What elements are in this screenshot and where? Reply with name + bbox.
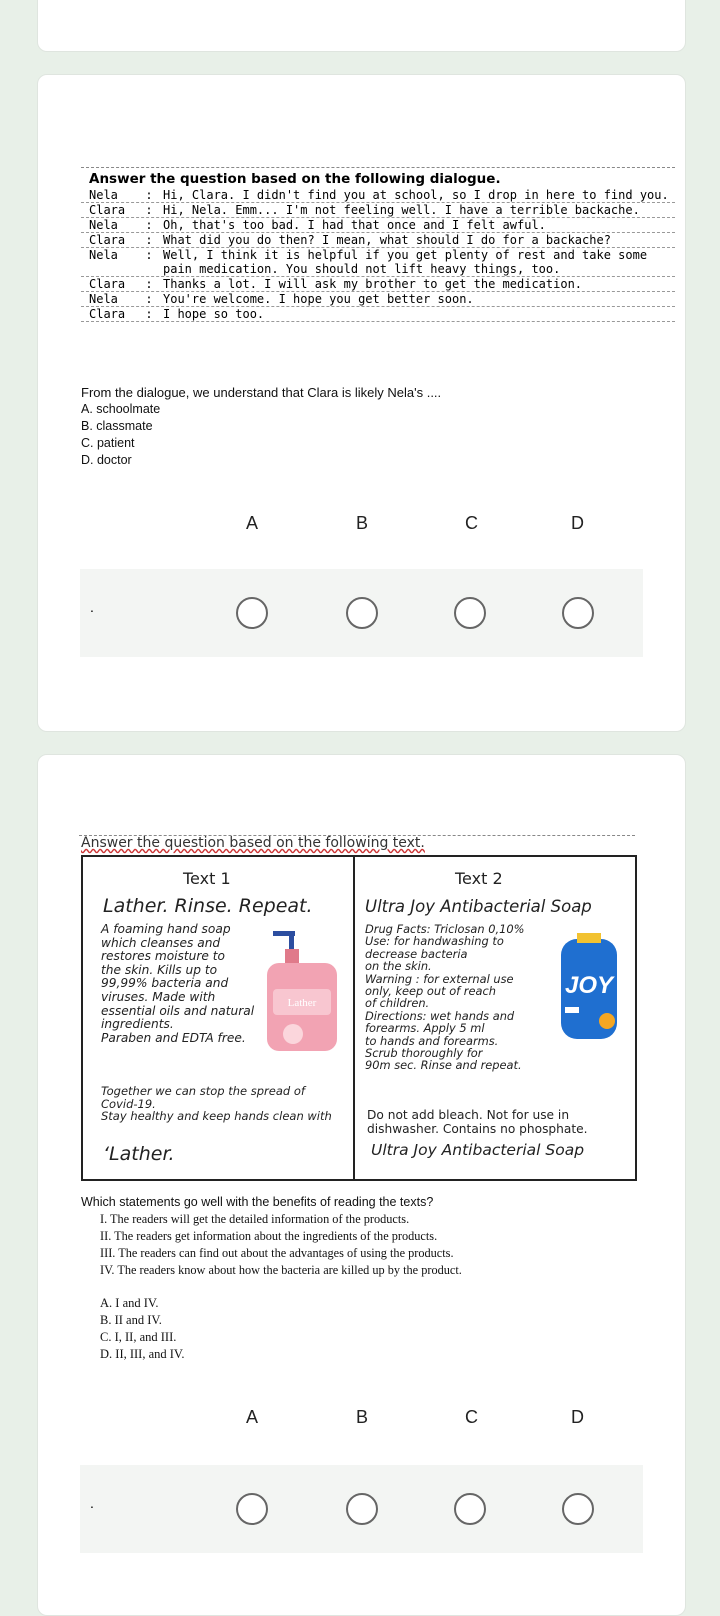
joy-bottle-image <box>555 933 623 1043</box>
answer-row-label: . <box>90 599 94 615</box>
statement-2: II. The readers get information about the ingredients of the products. <box>100 1229 438 1243</box>
dialogue-line: What did you do then? I mean, what should I do for a backache? <box>163 233 611 247</box>
text-line: only, keep out of reach <box>365 984 496 999</box>
dialogue-speaker: Clara <box>89 203 126 217</box>
text-2 <box>355 857 637 1179</box>
dialogue-line: Hi, Nela. Emm... I'm not feeling well. I have a terrible backache. <box>163 203 640 217</box>
radio-option-a[interactable] <box>236 597 268 629</box>
dialogue-line: I hope so too. <box>163 307 265 321</box>
previous-question-card <box>37 0 686 52</box>
radio-option-c[interactable] <box>454 1493 486 1525</box>
dialogue-line: You're welcome. I hope you get better soon. <box>163 292 474 306</box>
option-b-text: B. II and IV. <box>100 1313 162 1327</box>
choice-header-c: C <box>465 513 478 533</box>
dialogue-speaker: Clara <box>89 277 126 291</box>
dialogue-colon: : <box>145 277 153 291</box>
soap-bottle-image <box>263 929 345 1055</box>
text-line: Covid-19. <box>101 1096 156 1111</box>
option-b-text: B. classmate <box>81 419 153 433</box>
text-2-label: Text 2 <box>455 869 503 888</box>
dialogue-colon: : <box>145 218 153 232</box>
text-line: viruses. Made with <box>101 989 216 1004</box>
dialogue-speaker: Nela <box>89 188 118 202</box>
radio-option-a[interactable] <box>236 1493 268 1525</box>
option-a-text: A. I and IV. <box>100 1296 159 1310</box>
text-line: essential oils and natural <box>101 1003 255 1018</box>
statement-1: I. The readers will get the detailed information of the products. <box>100 1212 410 1226</box>
dialogue-instruction: Answer the question based on the following dialogue. <box>89 171 501 187</box>
statement-3: III. The readers can find out about the advantages of using the products. <box>100 1246 454 1260</box>
dialogue-speaker: Clara <box>89 233 126 247</box>
drug-facts: Drug Facts: Triclosan 0,10% <box>365 922 525 936</box>
radio-option-c[interactable] <box>454 597 486 629</box>
text-line: the skin. Kills up to <box>101 962 218 977</box>
choice-header-a: A <box>246 513 259 533</box>
answer-row <box>80 569 643 657</box>
option-c-text: C. I, II, and III. <box>100 1330 177 1344</box>
dialogue-speaker: Nela <box>89 218 118 232</box>
option-a-text: A. schoolmate <box>81 402 161 416</box>
text-1-brand: ‘Lather. <box>103 1143 175 1165</box>
text-line: on the skin. <box>365 959 432 974</box>
statement-4: IV. The readers know about how the bacteria are killed up by the product. <box>100 1263 462 1277</box>
radio-option-b[interactable] <box>346 597 378 629</box>
text-2-body <box>365 923 524 1072</box>
text-instruction: Answer the question based on the following text. <box>81 835 425 851</box>
bottle-label: JOY <box>564 972 614 999</box>
text-2-brand: Ultra Joy Antibacterial Soap <box>371 1141 585 1159</box>
dialogue-colon: : <box>145 292 153 306</box>
text-1 <box>83 857 353 1179</box>
dialogue-row <box>81 292 675 307</box>
dialogue-line: Well, I think it is helpful if you get plenty of rest and take some pain medication. You should not lift heavy things, too. <box>163 248 648 276</box>
text-line: 99,99% bacteria and <box>101 976 229 991</box>
dialogue-colon: : <box>145 188 153 202</box>
option-c-text: C. patient <box>81 436 135 450</box>
statements-list <box>100 1211 462 1279</box>
choice-header-d: D <box>571 513 584 533</box>
text-line: Do not add bleach. Not for use in <box>367 1108 570 1122</box>
dialogue-row <box>81 188 675 203</box>
text-line: of children. <box>365 996 430 1011</box>
dialogue-colon: : <box>145 307 153 321</box>
radio-option-d[interactable] <box>562 1493 594 1525</box>
choice-header-b: B <box>356 1407 369 1427</box>
choice-header-b: B <box>356 513 369 533</box>
text-line: Paraben and EDTA free. <box>101 1030 246 1045</box>
dialogue-colon: : <box>145 233 153 247</box>
radio-option-d[interactable] <box>562 597 594 629</box>
dialogue-speaker: Nela <box>89 292 118 306</box>
text-line: A foaming hand soap <box>101 922 231 936</box>
text-line: to hands and forearms. <box>365 1033 499 1048</box>
bottle-label: Lather <box>287 997 317 1009</box>
dialogue-row <box>81 277 675 292</box>
text-line: ingredients. <box>101 1017 174 1032</box>
answer-row-label: . <box>90 1495 94 1511</box>
question-1-options <box>81 401 160 469</box>
dialogue-line: Hi, Clara. I didn't find you at school, so I drop in here to find you. <box>163 188 669 202</box>
text-line: Together we can stop the spread of <box>101 1084 305 1098</box>
text-line: Warning : for external use <box>365 971 514 986</box>
dialogue-colon: : <box>145 203 153 217</box>
text-line: forearms. Apply 5 ml <box>365 1021 485 1036</box>
question-2-options <box>100 1295 184 1363</box>
text-line: dishwasher. Contains no phosphate. <box>367 1121 588 1136</box>
question-2-prompt: Which statements go well with the benefits of reading the texts? <box>81 1195 434 1209</box>
text-2-note <box>367 1109 588 1136</box>
text-line: 90m sec. Rinse and repeat. <box>365 1058 522 1073</box>
dialogue-line: Thanks a lot. I will ask my brother to get the medication. <box>163 277 583 291</box>
dialogue-colon: : <box>145 248 153 262</box>
text-line: Scrub thoroughly for <box>365 1046 483 1061</box>
dialogue-row <box>81 218 675 233</box>
dialogue-line: Oh, that's too bad. I had that once and I felt awful. <box>163 218 546 232</box>
question-card-2 <box>37 754 686 1616</box>
choice-header-d: D <box>571 1407 584 1427</box>
dialogue-table <box>81 167 675 322</box>
text-1-heading: Lather. Rinse. Repeat. <box>103 895 313 917</box>
question-1-prompt: From the dialogue, we understand that Clara is likely Nela's .... <box>81 385 442 400</box>
question-card-1 <box>37 74 686 732</box>
text-line: Stay healthy and keep hands clean with <box>101 1109 332 1123</box>
dialogue-speaker: Clara <box>89 307 126 321</box>
dialogue-row <box>81 203 675 218</box>
dialogue-row <box>81 233 675 248</box>
choice-header-a: A <box>246 1407 259 1427</box>
dialogue-speaker: Nela <box>89 248 118 262</box>
text-1-body <box>101 923 254 1045</box>
text-line: restores moisture to <box>101 949 226 964</box>
text-1-label: Text 1 <box>183 869 231 888</box>
dialogue-row <box>81 307 675 322</box>
text-line: Use: for handwashing to <box>365 934 504 949</box>
option-d-text: D. II, III, and IV. <box>100 1347 185 1361</box>
radio-option-b[interactable] <box>346 1493 378 1525</box>
text-line: which cleanses and <box>101 935 221 950</box>
text-line: Directions: wet hands and <box>365 1008 515 1023</box>
choice-header-c: C <box>465 1407 478 1427</box>
reading-texts-box <box>81 855 637 1181</box>
dialogue-row <box>81 248 675 277</box>
answer-row <box>80 1465 643 1553</box>
text-line: decrease bacteria <box>365 946 468 961</box>
option-d-text: D. doctor <box>81 453 132 467</box>
text-1-closing <box>101 1085 332 1123</box>
text-2-heading: Ultra Joy Antibacterial Soap <box>365 897 592 916</box>
